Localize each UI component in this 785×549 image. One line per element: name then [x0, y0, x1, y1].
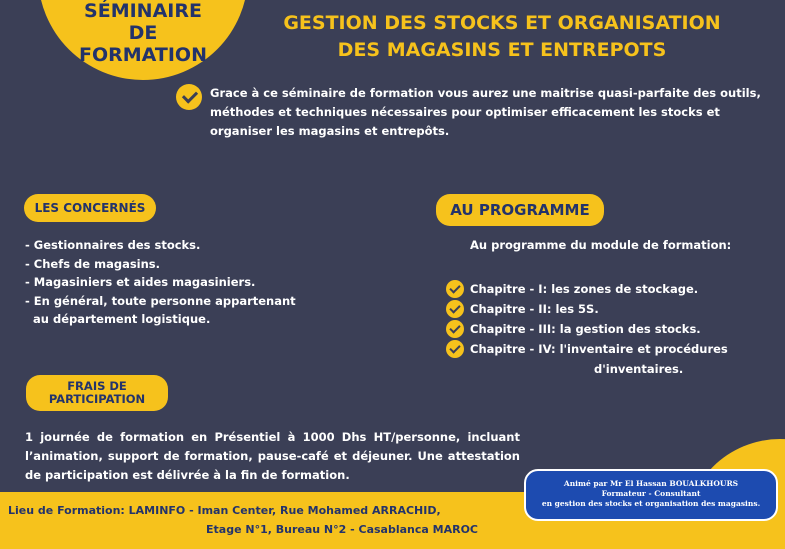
- list-item: au département logistique.: [25, 312, 211, 326]
- list-item: - Chefs de magasins.: [25, 256, 161, 271]
- list-item: [446, 279, 782, 299]
- check-icon: [446, 300, 464, 318]
- frais-label: [26, 375, 168, 411]
- chapter-label: Chapitre - III: la gestion des stocks.: [470, 322, 701, 336]
- animator-line-1: Animé par Mr El Hassan BOUALKHOURS: [563, 479, 739, 488]
- programme-list: [446, 279, 782, 379]
- list-item: - En général, toute personne appartenant: [25, 293, 296, 308]
- chapter-label: Chapitre - I: les zones de stockage.: [470, 282, 699, 296]
- check-icon: [446, 320, 464, 338]
- list-item: [446, 319, 782, 339]
- chapter-label: Chapitre - IV: l'inventaire et procédures: [470, 342, 728, 356]
- badge-line-3: FORMATION: [79, 44, 207, 66]
- animator-line-3: en gestion des stocks et organisation des magasins.: [541, 499, 761, 508]
- check-icon: [446, 340, 464, 358]
- badge-line-1: SÉMINAIRE: [84, 0, 202, 22]
- frais-label-line-2: PARTICIPATION: [48, 392, 146, 406]
- seminar-badge-text: [58, 0, 228, 66]
- concernes-label: LES CONCERNÉS: [24, 194, 156, 222]
- list-item: - Gestionnaires des stocks.: [25, 238, 201, 252]
- title-line-2: DES MAGASINS ET ENTREPOTS: [337, 39, 667, 61]
- animator-line-2: Formateur - Consultant: [601, 489, 701, 498]
- title-line-1: GESTION DES STOCKS ET ORGANISATION: [283, 12, 721, 34]
- check-icon: [176, 84, 202, 110]
- list-item: [446, 299, 782, 319]
- list-item: [446, 339, 782, 379]
- programme-intro: Au programme du module de formation:: [470, 238, 732, 252]
- chapter-label: Chapitre - II: les 5S.: [470, 302, 599, 316]
- main-title: [232, 10, 772, 64]
- list-item: - Magasiniers et aides magasiniers.: [25, 275, 256, 289]
- intro-text: Grace à ce séminaire de formation vous aurez une maitrise quasi-parfaite des outils, méthodes et techniques nécessaires pour optimiser efficacement les stocks et organiser les magasins et entrepôts.: [210, 86, 761, 138]
- chapter-continuation: d'inventaires.: [594, 362, 684, 376]
- footer-line-2: Etage N°1, Bureau N°2 - Casablanca MAROC: [206, 523, 478, 536]
- frais-text: 1 journée de formation en Présentiel à 1000 Dhs HT/personne, incluant l’animation, support de formation, pause-café et déjeuner. Une attestation de participation est délivrée à la fin de formation.: [25, 430, 520, 482]
- concernes-list: [25, 236, 355, 329]
- frais-label-line-1: FRAIS DE: [67, 379, 127, 393]
- animator-box: [524, 469, 778, 521]
- footer-line-1: Lieu de Formation: LAMINFO - Iman Center, Rue Mohamed ARRACHID,: [8, 504, 441, 517]
- programme-label: AU PROGRAMME: [436, 194, 604, 226]
- check-icon: [446, 280, 464, 298]
- badge-line-2: DE: [128, 22, 158, 44]
